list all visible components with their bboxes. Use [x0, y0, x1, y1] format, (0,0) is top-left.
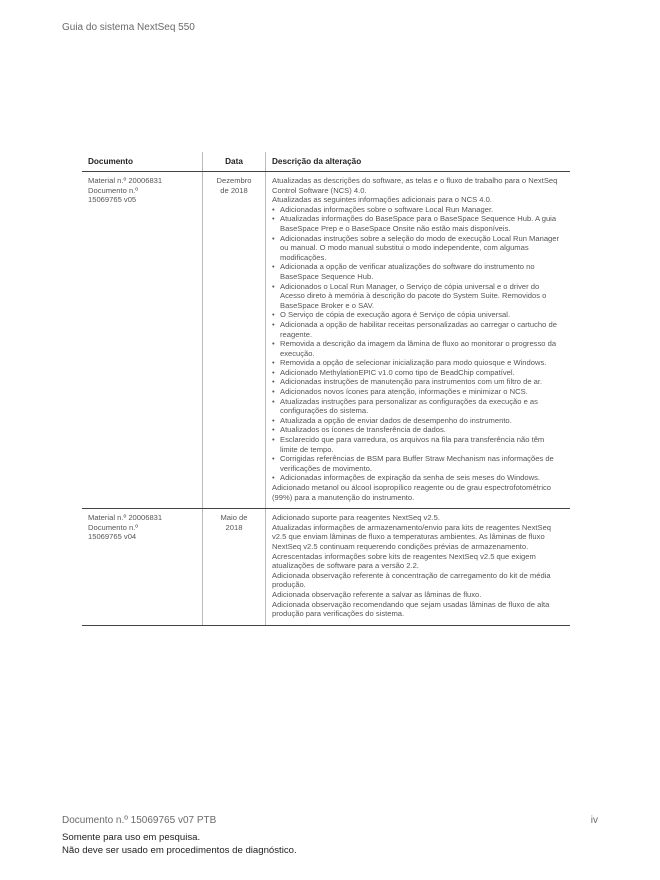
list-item: • Adicionado MethylationEPIC v1.0 como tipo de BeadChip compatível.	[272, 368, 564, 378]
list-item: • Adicionadas instruções de manutenção para instrumentos com um filtro de ar.	[272, 377, 564, 387]
list-item: • Adicionados novos ícones para atenção, informações e minimizar o NCS.	[272, 387, 564, 397]
change-list	[272, 205, 564, 483]
usage-notice	[62, 831, 297, 857]
description-cell	[266, 172, 571, 509]
description-paragraph: Atualizadas informações de armazenamento/envio para kits de reagentes NextSeq v2.5 que enviam lâminas de fluxo a temperaturas ambientes. As lâminas de fluxo NextSeq v2.5 continuam requerendo condições prévias de armazenamento.	[272, 522, 552, 551]
document-line: Documento n.º	[88, 522, 139, 532]
column-header-date: Data	[203, 152, 266, 172]
document-line: Material n.º 20006831	[88, 513, 163, 523]
running-header: Guia do sistema NextSeq 550	[62, 22, 195, 33]
table-row	[82, 172, 570, 509]
description-paragraph: Atualizadas as seguintes informações adicionais para o NCS 4.0.	[272, 195, 492, 205]
description-cell	[266, 509, 571, 626]
document-cell	[82, 509, 203, 626]
list-item: • Atualizados os ícones de transferência de dados.	[272, 425, 564, 435]
list-item: • Adicionada a opção de verificar atualizações do software do instrumento no BaseSpace Sequence Hub.	[272, 262, 564, 281]
description-paragraph: Atualizadas as descrições do software, as telas e o fluxo de trabalho para o NextSeq Control Software (NCS) 4.0.	[272, 176, 558, 195]
list-item: • Adicionadas instruções sobre a seleção do modo de execução Local Run Manager ou manual. O modo manual substitui o modo independente, com algumas modificações.	[272, 234, 564, 263]
usage-notice-line: Somente para uso em pesquisa.	[62, 832, 201, 843]
page-number: iv	[590, 815, 598, 826]
list-item: • Adicionada a opção de habilitar receitas personalizadas ao carregar o cartucho de reagente.	[272, 320, 564, 339]
document-cell	[82, 172, 203, 509]
revision-history-table	[82, 152, 570, 626]
date-cell	[203, 172, 266, 509]
table-header-row	[82, 152, 570, 172]
list-item: • Adicionados o Local Run Manager, o Serviço de cópia universal e o driver do Acesso direto à memória à descrição do pacote do System Suite. Removidos o BaseSpace Broker e o SAV.	[272, 282, 564, 311]
list-item: • Atualizada a opção de enviar dados de desempenho do instrumento.	[272, 416, 564, 426]
usage-notice-line: Não deve ser usado em procedimentos de diagnóstico.	[62, 845, 297, 856]
document-line: Documento n.º	[88, 185, 139, 195]
description-paragraph: Adicionado suporte para reagentes NextSeq v2.5.	[272, 513, 441, 523]
list-item: • Corrigidas referências de BSM para Buffer Straw Mechanism nas informações de verificações de movimento.	[272, 454, 564, 473]
date-line: 2018	[225, 522, 243, 532]
list-item: • Esclarecido que para varredura, os arquivos na fila para transferência não têm limite de tempo.	[272, 435, 564, 454]
description-paragraph: Adicionada observação referente à concentração de carregamento do kit de média produção.	[272, 570, 551, 590]
date-line: Dezembro	[216, 176, 252, 185]
document-line: 15069765 v04	[88, 532, 137, 542]
list-item: • O Serviço de cópia de execução agora é Serviço de cópia universal.	[272, 310, 564, 320]
document-line: Material n.º 20006831	[88, 176, 163, 185]
column-header-document: Documento	[82, 152, 203, 172]
description-paragraph: Adicionado metanol ou álcool isopropílico reagente ou de grau espectrofotométrico (99%) para a manutenção do instrumento.	[272, 483, 552, 502]
list-item: • Adicionadas informações de expiração da senha de seis meses do Windows.	[272, 473, 564, 483]
list-item: • Adicionadas informações sobre o software Local Run Manager.	[272, 205, 564, 215]
column-header-description: Descrição da alteração	[266, 152, 571, 172]
date-line: de 2018	[220, 185, 248, 195]
description-paragraph: Adicionada observação recomendando que sejam usadas lâminas de fluxo de alta produção para verificações do sistema.	[272, 599, 550, 619]
footer-document-number: Documento n.º 15069765 v07 PTB	[62, 815, 217, 826]
date-cell	[203, 509, 266, 626]
document-line: 15069765 v05	[88, 195, 137, 205]
date-line: Maio de	[220, 513, 248, 523]
list-item: • Atualizadas instruções para personalizar as configurações da execução e as configurações do sistema.	[272, 397, 564, 416]
description-paragraph: Acrescentadas informações sobre kits de reagentes NextSeq v2.5 que exigem atualizações de software para a versão 2.2.	[272, 551, 536, 571]
description-paragraph: Adicionada observação referente a salvar as lâminas de fluxo.	[272, 589, 482, 599]
list-item: • Removida a descrição da imagem da lâmina de fluxo ao monitorar o progresso da execução.	[272, 339, 564, 358]
list-item: • Atualizadas informações do BaseSpace para o BaseSpace Sequence Hub. A guia BaseSpace Prep e o BaseSpace Onsite não estão mais disponíveis.	[272, 214, 564, 233]
list-item: • Removida a opção de selecionar inicialização para modo quiosque e Windows.	[272, 358, 564, 368]
table-row	[82, 509, 570, 626]
